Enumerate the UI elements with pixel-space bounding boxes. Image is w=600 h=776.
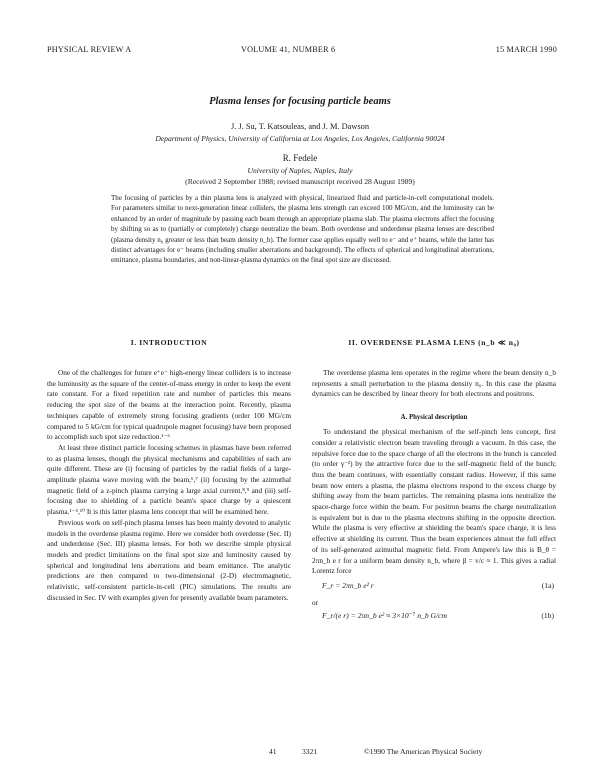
equation-1a-number: (1a): [541, 580, 554, 590]
left-column: [47, 338, 291, 603]
intro-paragraph-2: At least three distinct particle focusing schemes in plasmas have been referred to as plasma lenses, though the physical mechanisms and capabilities of each are quite different. These are (i) focusing of particles by the radial fields of a large-amplitude plasma wave moving with the beam,⁶,⁷ (ii) focusing by the azimuthal magnetic field of a z-pinch plasma carrying a large axial current,⁸,⁹ and (iii) self-focusing due to shielding of a particle beam's space charge by a quiescent plasma.¹⁻⁵,¹⁰ It is this latter plasma lens concept that will be examined here.: [47, 442, 291, 517]
paper-title: Plasma lenses for focusing particle beams: [209, 96, 391, 107]
second-author: R. Fedele: [282, 153, 318, 163]
author-affiliation: Department of Physics, University of California at Los Angeles, Los Angeles, California 90024: [155, 134, 445, 143]
issue-date: 15 MARCH 1990: [495, 45, 557, 54]
running-header: [47, 45, 557, 57]
page-footer: [0, 747, 600, 759]
intro-paragraph-3: Previous work on self-pinch plasma lenses has been mainly devoted to analytic models in the overdense plasma regime. Here we consider both overdense (Sec. II) and underdense (Sec. III) plasma lenses. For both we describe simple physical models and predict limitations on the final spot size and luminosity caused by spherical and longitudinal lens aberrations and beam emittance. The analytic predictions are then compared to two-dimensional (2-D) electromagnetic, relativistic, self-consistent particle-in-cell (PIC) simulations. The results are discussed in Sec. IV with examples given for presently available beam parameters.: [47, 517, 291, 602]
equation-1a: [312, 581, 556, 594]
overdense-intro-paragraph: The overdense plasma lens operates in the regime where the beam density n_b represents a small perturbation to the plasma density n₀. In this case the plasma dynamics can be described by linear theory for both electrons and positrons.: [312, 368, 556, 399]
volume-number: VOLUME 41, NUMBER 6: [241, 45, 336, 54]
equation-1a-expression: F_r = 2πn_b e² r: [322, 580, 374, 590]
physical-description-paragraph: To understand the physical mechanism of the self-pinch lens concept, first consider a relativistic electron beam traveling through a vacuum. In this case, the repulsive force due to the space charge of all the electrons in the bunch is canceled (to order γ⁻²) by the attractive force due to the self-magnetic field of the bunch; thus the beam continues, with essentially constant radius. However, if this same beam now enters a plasma, the plasma electrons respond to the excess charge by shifting away from the beam particles. The remaining plasma ions neutralize the space-charge force within the beam. For positron beams the charge neutralization is equivalent but is due to the plasma electrons shifting in the opposite direction. While the plasma is very effective at shielding the beam's space charge, it is less effective at shielding its current. Thus the beam experiences almost the full effect of its self-generated azimuthal magnetic field. From Ampere's law this is B_θ = 2πn_b e r for a uniform beam density n_b, where β = v/c ≈ 1. This gives a radial Lorentz force: [312, 427, 556, 576]
section-heading-overdense: II. OVERDENSE PLASMA LENS (n_b ≪ n₀): [348, 338, 520, 347]
author-list: J. J. Su, T. Katsouleas, and J. M. Dawson: [230, 122, 370, 131]
equation-connector: or: [312, 597, 319, 607]
second-affiliation: University of Naples, Naples, Italy: [247, 166, 353, 175]
equation-1b-expression: F_r/(e r) = 2πn_b e² ≈ 3×10⁻⁷ n_b G/cm: [322, 610, 448, 620]
equation-1b-number: (1b): [541, 610, 554, 620]
received-dates: (Received 2 September 1988; revised manuscript received 28 August 1989): [185, 177, 415, 186]
journal-name: PHYSICAL REVIEW A: [47, 45, 132, 54]
section-heading-introduction: I. INTRODUCTION: [130, 338, 208, 347]
abstract: The focusing of particles by a thin plasma lens is analyzed with physical, linearized fluid and particle-in-cell computational models. For parameters similar to next-generation linear colliders, the plasma lens strength can exceed 100 MG/cm, and the luminosity can be enhanced by an order of magnitude by passing each beam through an appropriate plasma slab. The plasma electrons affect the focusing by shifting so as to (partially or completely) charge neutralize the beam. Both overdense and underdense plasma lenses are described (plasma density n₀ greater or less than beam density n_b). The former case applies equally well to e⁻ and e⁺ beams, while the latter has distinct advantages for e⁻ beams (including smaller aberrations and background). The effects of spherical and longitudinal aberrations, emittance, plasma boundaries, and non-linear-plasma dynamics on the final spot size are discussed.: [111, 194, 494, 265]
page-number: 3321: [302, 747, 318, 756]
copyright-notice: ©1990 The American Physical Society: [364, 747, 483, 756]
equation-1b: [312, 611, 556, 624]
right-column: [312, 338, 556, 628]
intro-paragraph-1: One of the challenges for future e⁺e⁻ high-energy linear colliders is to increase the luminosity as the square of the center-of-mass energy in order to keep the event rate constant. For a fixed repetition rate and number of particles this means reducing the spot size of the beams at the interaction point. Recently, plasma techniques capable of extremely strong focusing gradients (order 100 MG/cm compared to 5 kG/cm for typical quadrupole magnet focusing) have been proposed to accomplish such spot size reduction.¹⁻⁶: [47, 368, 291, 442]
subsection-heading-physical-description: A. Physical description: [400, 414, 468, 422]
footer-volume: 41: [269, 747, 277, 756]
